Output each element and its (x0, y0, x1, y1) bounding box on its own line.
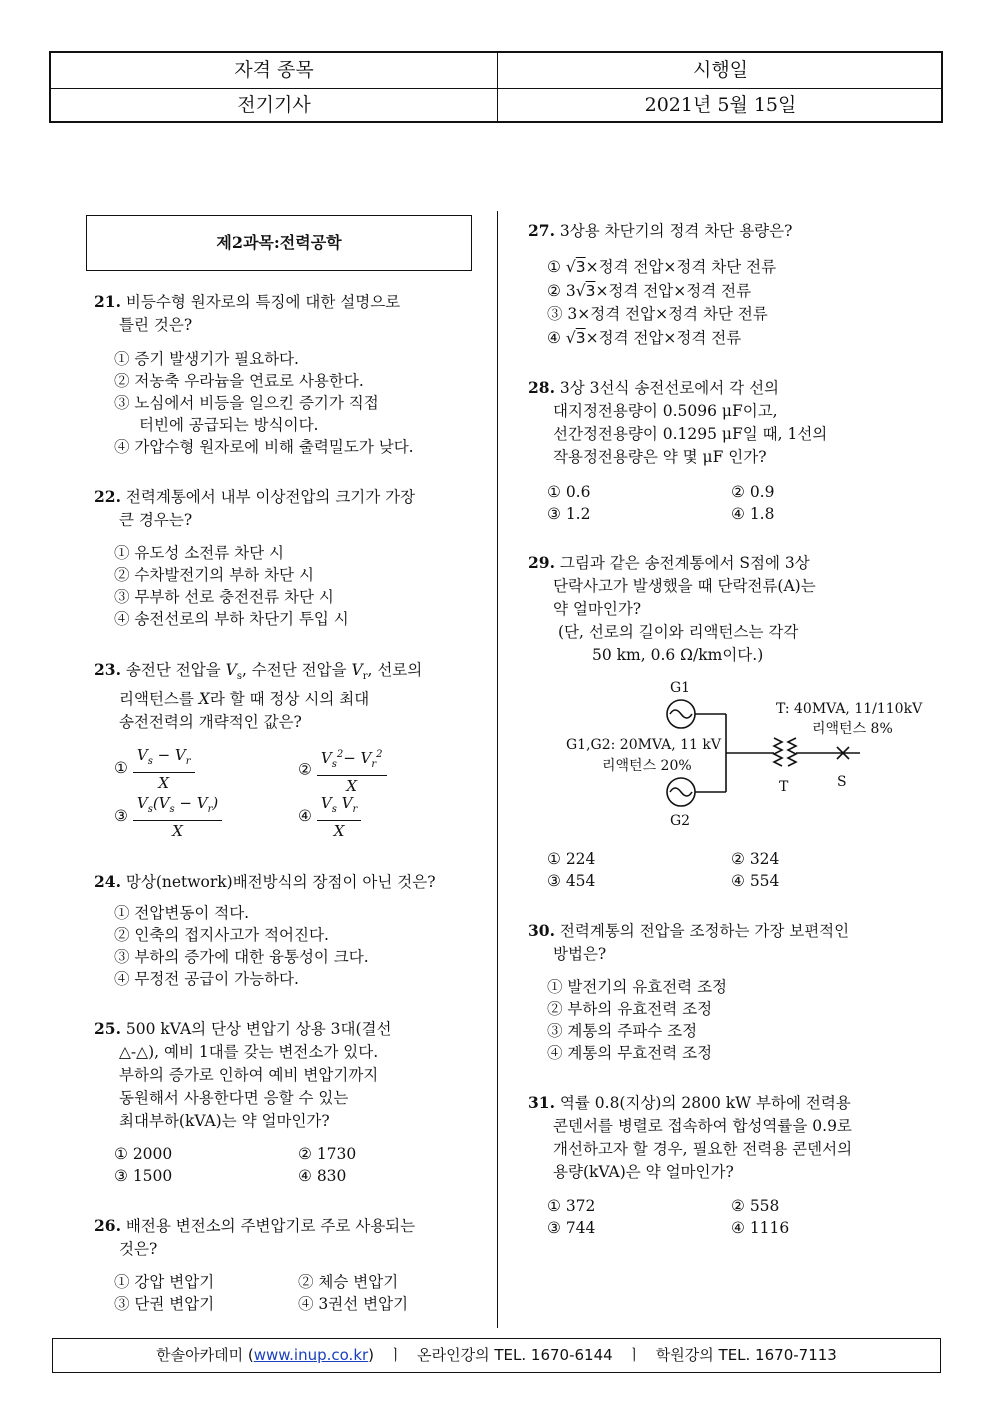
formula-4: $\frac{V_s V_r}{X}$ (317, 794, 361, 840)
transformer-secondary-coil (788, 738, 796, 766)
header-table (49, 51, 943, 123)
footer-brand-close: ) (368, 1346, 375, 1364)
footer-academy-phone: 학원강의 TEL. 1670-7113 (655, 1346, 837, 1364)
question-number: 22. (94, 487, 121, 506)
option-1[interactable]: ① 강압 변압기 (114, 1273, 215, 1291)
option-3[interactable] (114, 794, 222, 840)
question-text: 비등수형 원자로의 특징에 대한 설명으로 (125, 293, 401, 311)
option-marker: ③ (114, 807, 128, 825)
question-25 (94, 1017, 484, 1133)
option-4[interactable]: ④ 830 (298, 1167, 347, 1185)
question-number: 26. (94, 1216, 121, 1235)
question-text: 동원해서 사용한다면 응할 수 있는 (119, 1089, 349, 1107)
question-text: 3상 3선식 송전선로에서 각 선의 (559, 379, 780, 397)
question-text: 방법은? (553, 945, 607, 963)
header-col1-label: 자격 종목 (51, 53, 498, 88)
sqrt-symbol: √3 (565, 329, 586, 347)
question-text: 송전전력의 개략적인 값은? (119, 713, 302, 732)
option-4[interactable]: ④ 3권선 변압기 (298, 1295, 409, 1313)
option-1[interactable]: ① 2000 (114, 1145, 173, 1163)
option-4[interactable]: ④ 가압수형 원자로에 비해 출력밀도가 낮다. (114, 438, 414, 456)
label-s: S (837, 774, 847, 790)
option-text: ×정격 전압×정격 차단 전류 (585, 258, 777, 276)
option-3[interactable]: ③ 무부하 선로 충전전류 차단 시 (114, 588, 334, 606)
option-1[interactable]: ① 전압변동이 적다. (114, 904, 250, 922)
option-2[interactable]: ② 558 (731, 1197, 780, 1215)
question-text: 작용정전용량은 약 몇 μF 인가? (553, 448, 767, 466)
option-2[interactable]: ② 1730 (298, 1145, 357, 1163)
question-number: 27. (528, 221, 555, 240)
section-title: 제2과목:전력공학 (86, 215, 472, 271)
option-2[interactable]: ② 인축의 접지사고가 적어진다. (114, 926, 329, 944)
option-3[interactable]: ③ 744 (547, 1219, 596, 1237)
question-text: 리액턴스를 (119, 690, 199, 709)
question-text: 역률 0.8(지상)의 2800 kW 부하에 전력용 (559, 1094, 851, 1112)
question-number: 30. (528, 921, 555, 940)
option-3[interactable]: ③ 부하의 증가에 대한 융통성이 크다. (114, 948, 369, 966)
question-text: 용량(kVA)은 약 얼마인가? (553, 1163, 734, 1181)
question-text: 배전용 변전소의 주변압기로 주로 사용되는 (125, 1217, 416, 1235)
option-3[interactable]: ③ 단권 변압기 (114, 1295, 215, 1313)
sqrt-symbol: √3 (565, 258, 586, 276)
option-marker: ① (114, 759, 128, 777)
question-text: 망상(network)배전방식의 장점이 아닌 것은? (125, 873, 436, 891)
option-4[interactable]: ④ 1.8 (731, 505, 775, 523)
option-1[interactable]: ① 224 (547, 850, 596, 868)
question-text: 틀린 것은? (119, 316, 193, 334)
option-3[interactable]: ③ 3×정격 전압×정격 차단 전류 (547, 305, 768, 323)
question-note: 50 km, 0.6 Ω/km이다.) (592, 646, 764, 664)
question-text: 3상용 차단기의 정격 차단 용량은? (559, 222, 793, 240)
option-2[interactable]: ② 체승 변압기 (298, 1273, 399, 1291)
question-text: △-△), 예비 1대를 갖는 변전소가 있다. (119, 1043, 379, 1061)
subscript: r (362, 671, 368, 683)
label-g1: G1 (670, 680, 691, 696)
question-text: 큰 경우는? (119, 511, 193, 529)
question-text: 약 얼마인가? (553, 600, 642, 618)
question-text: 콘덴서를 병렬로 접속하여 합성역률을 0.9로 (553, 1117, 852, 1135)
option-2[interactable]: ② 저농축 우라늄을 연료로 사용한다. (114, 372, 364, 390)
symbol-x: X (198, 690, 210, 709)
option-4[interactable]: ④ 1116 (731, 1219, 790, 1237)
header-row-labels (51, 53, 941, 89)
transformer-primary-coil (774, 738, 782, 766)
option-4[interactable] (298, 794, 361, 840)
question-26 (94, 1214, 484, 1261)
option-2[interactable]: ② 0.9 (731, 483, 775, 501)
option-marker: ④ (547, 329, 561, 347)
option-1[interactable]: ① 372 (547, 1197, 596, 1215)
question-number: 29. (528, 553, 555, 572)
footer-online-phone: 온라인강의 TEL. 1670-6144 (417, 1346, 613, 1364)
option-1[interactable] (547, 256, 776, 278)
option-2[interactable]: ② 324 (731, 850, 780, 868)
sine-icon (670, 710, 692, 718)
option-1[interactable] (114, 746, 195, 792)
question-text: 단락사고가 발생했을 때 단락전류(A)는 (553, 577, 816, 595)
question-text: , 수전단 전압을 (241, 661, 352, 679)
question-text: 전력계통의 전압을 조정하는 가장 보편적인 (559, 922, 850, 940)
option-marker: ④ (298, 807, 312, 825)
label-g2: G2 (670, 813, 691, 829)
question-23 (94, 658, 484, 734)
question-number: 25. (94, 1019, 121, 1038)
generator-spec: G1,G2: 20MVA, 11 kV (566, 737, 721, 753)
option-marker: ② (298, 760, 312, 779)
option-1[interactable]: ① 발전기의 유효전력 조정 (547, 978, 728, 996)
question-29 (528, 551, 918, 667)
symbol-vr: V (351, 661, 363, 679)
option-3[interactable]: ③ 1.2 (547, 505, 591, 523)
transformer-spec: T: 40MVA, 11/110kV (776, 701, 923, 717)
column-divider (497, 211, 498, 1328)
question-text: 최대부하(kVA)는 약 얼마인가? (119, 1112, 330, 1130)
question-27 (528, 219, 918, 243)
option-3[interactable]: ③ 노심에서 비등을 일으킨 증기가 직접 (114, 394, 379, 412)
option-2[interactable] (547, 280, 751, 302)
option-marker: ② 3 (547, 282, 576, 300)
question-text: 그림과 같은 송전계통에서 S점에 3상 (559, 554, 810, 572)
option-text: ×정격 전압×정격 전류 (595, 282, 752, 300)
question-text: 라 할 때 정상 시의 최대 (209, 690, 370, 709)
option-3[interactable]: ③ 계통의 주파수 조정 (547, 1022, 698, 1040)
option-4[interactable]: ④ 무정전 공급이 가능하다. (114, 970, 299, 988)
exam-date: 2021년 5월 15일 (644, 94, 797, 116)
generator-reactance: 리액턴스 20% (602, 758, 692, 774)
question-number: 24. (94, 872, 121, 891)
sine-icon (670, 788, 692, 796)
question-text: 개선하고자 할 경우, 필요한 전력용 콘덴서의 (553, 1140, 853, 1158)
footer-brand: 한솔아카데미 ( (156, 1346, 254, 1364)
option-1[interactable]: ① 증기 발생기가 필요하다. (114, 350, 299, 368)
question-text: 500 kVA의 단상 변압기 상용 3대(결선 (125, 1020, 392, 1038)
subscript: s (236, 671, 242, 683)
option-text: ×정격 전압×정격 전류 (585, 329, 742, 347)
option-4[interactable] (547, 327, 741, 349)
question-note: (단, 선로의 길이와 리액턴스는 각각 (558, 623, 799, 641)
question-text: 것은? (119, 1240, 158, 1258)
option-3[interactable]: ③ 454 (547, 872, 596, 890)
option-marker: ① (547, 258, 561, 276)
question-number: 31. (528, 1093, 555, 1112)
subject-name: 전기기사 (51, 88, 498, 123)
option-3[interactable]: ③ 1500 (114, 1167, 173, 1185)
question-text: 전력계통에서 내부 이상전압의 크기가 가장 (125, 488, 416, 506)
footer-separator: ㅣ (388, 1346, 403, 1364)
question-text: 선간정전용량이 0.1295 μF일 때, 1선의 (553, 425, 828, 443)
question-text: , 선로의 (367, 661, 423, 679)
option-1[interactable]: ① 0.6 (547, 483, 591, 501)
option-2[interactable]: ② 부하의 유효전력 조정 (547, 1000, 713, 1018)
formula-3: $\frac{V_s(V_s - V_r)}{X}$ (133, 794, 222, 840)
question-22 (94, 485, 484, 532)
question-number: 21. (94, 292, 121, 311)
option-4[interactable]: ④ 계통의 무효전력 조정 (547, 1044, 713, 1062)
header-row-values (51, 88, 941, 123)
question-text: 송전단 전압을 (125, 661, 226, 679)
formula-1: $\frac{V_s - V_r}{X}$ (133, 746, 195, 792)
option-2[interactable] (298, 746, 387, 795)
power-system-diagram (560, 678, 930, 833)
footer (52, 1338, 941, 1373)
header-col2-label: 시행일 (692, 59, 749, 81)
question-31 (528, 1091, 928, 1184)
transformer-reactance: 리액턴스 8% (812, 721, 893, 737)
footer-website-link[interactable]: www.inup.co.kr (253, 1346, 369, 1364)
question-text: 대지정전용량이 0.5096 μF이고, (553, 402, 778, 420)
label-t: T (779, 779, 789, 795)
option-2[interactable]: ② 수차발전기의 부하 차단 시 (114, 566, 314, 584)
footer-separator: ㅣ (626, 1346, 642, 1364)
sqrt-symbol: √3 (575, 282, 596, 300)
option-4[interactable]: ④ 554 (731, 872, 780, 890)
question-text: 부하의 증가로 인하여 예비 변압기까지 (119, 1066, 379, 1084)
formula-2: $\frac{V_s^2- V_r^2}{X}$ (317, 746, 387, 795)
question-28 (528, 376, 918, 469)
question-30 (528, 919, 918, 966)
question-number: 28. (528, 378, 555, 397)
option-1[interactable]: ① 유도성 소전류 차단 시 (114, 544, 284, 562)
option-4[interactable]: ④ 송전선로의 부하 차단기 투입 시 (114, 610, 349, 628)
question-24 (94, 870, 484, 894)
question-number: 23. (94, 660, 121, 679)
option-3-cont: 터빈에 공급되는 방식이다. (139, 416, 319, 434)
symbol-vs: V (225, 661, 237, 679)
